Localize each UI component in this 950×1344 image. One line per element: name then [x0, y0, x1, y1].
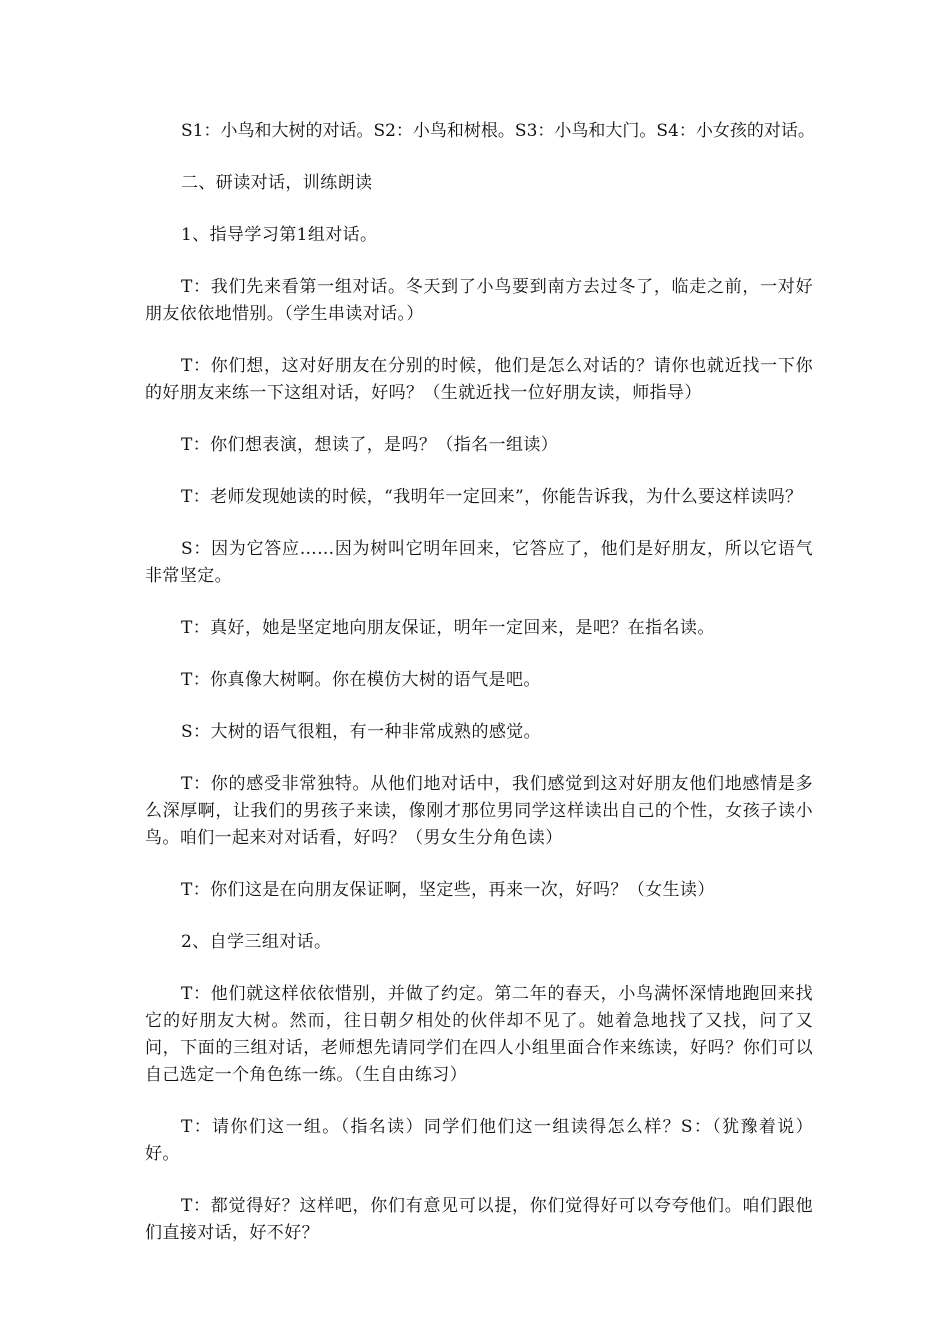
section-heading: 二、研读对话，训练朗读 [181, 173, 373, 193]
paragraph: T：真好，她是坚定地向朋友保证，明年一定回来，是吧？在指名读。 [181, 618, 715, 638]
paragraph: T：你们想表演，想读了，是吗？（指名一组读） [181, 435, 559, 455]
paragraph-roles: S1：小鸟和大树的对话。S2：小鸟和树根。S3：小鸟和大门。S4：小女孩的对话。 [181, 121, 815, 141]
paragraph: S：因为它答应……因为树叫它明年回来，它答应了，他们是好朋友，所以它语气非常坚定。 [145, 539, 813, 586]
paragraph: T：请你们这一组。（指名读）同学们他们这一组读得怎么样？S：（犹豫着说）好。 [145, 1117, 813, 1164]
paragraph: S：大树的语气很粗，有一种非常成熟的感觉。 [181, 722, 542, 742]
paragraph: T：他们就这样依依惜别，并做了约定。第二年的春天，小鸟满怀深情地跑回来找它的好朋友大树。然而，往日朝夕相处的伙伴却不见了。她着急地找了又找，问了又问，下面的三组对话，老师想先请同学们在四人小组里面合作来练读，好吗？你们可以自己选定一个角色练一练。（生自由练习） [145, 984, 813, 1085]
paragraph: T：你们想，这对好朋友在分别的时候，他们是怎么对话的？请你也就近找一下你的好朋友来练一下这组对话，好吗？（生就近找一位好朋友读，师指导） [145, 356, 813, 403]
paragraph: T：你的感受非常独特。从他们地对话中，我们感觉到这对好朋友他们地感情是多么深厚啊，让我们的男孩子来读，像刚才那位男同学这样读出自己的个性，女孩子读小鸟。咱们一起来对对话看，好吗？（男女生分角色读） [145, 774, 813, 848]
subsection-heading-1: 1、指导学习第1组对话。 [181, 225, 378, 245]
paragraph: T：都觉得好？这样吧，你们有意见可以提，你们觉得好可以夸夸他们。咱们跟他们直接对话，好不好？ [145, 1196, 813, 1243]
paragraph: T：我们先来看第一组对话。冬天到了小鸟要到南方去过冬了，临走之前，一对好朋友依依地惜别。（学生串读对话。） [145, 277, 813, 324]
paragraph: T：你们这是在向朋友保证啊，坚定些，再来一次，好吗？（女生读） [181, 880, 715, 900]
paragraph: T：老师发现她读的时候，“我明年一定回来”，你能告诉我，为什么要这样读吗？ [181, 487, 803, 507]
document-body [145, 118, 813, 1272]
subsection-heading-2: 2、自学三组对话。 [181, 932, 332, 952]
paragraph: T：你真像大树啊。你在模仿大树的语气是吧。 [181, 670, 541, 690]
